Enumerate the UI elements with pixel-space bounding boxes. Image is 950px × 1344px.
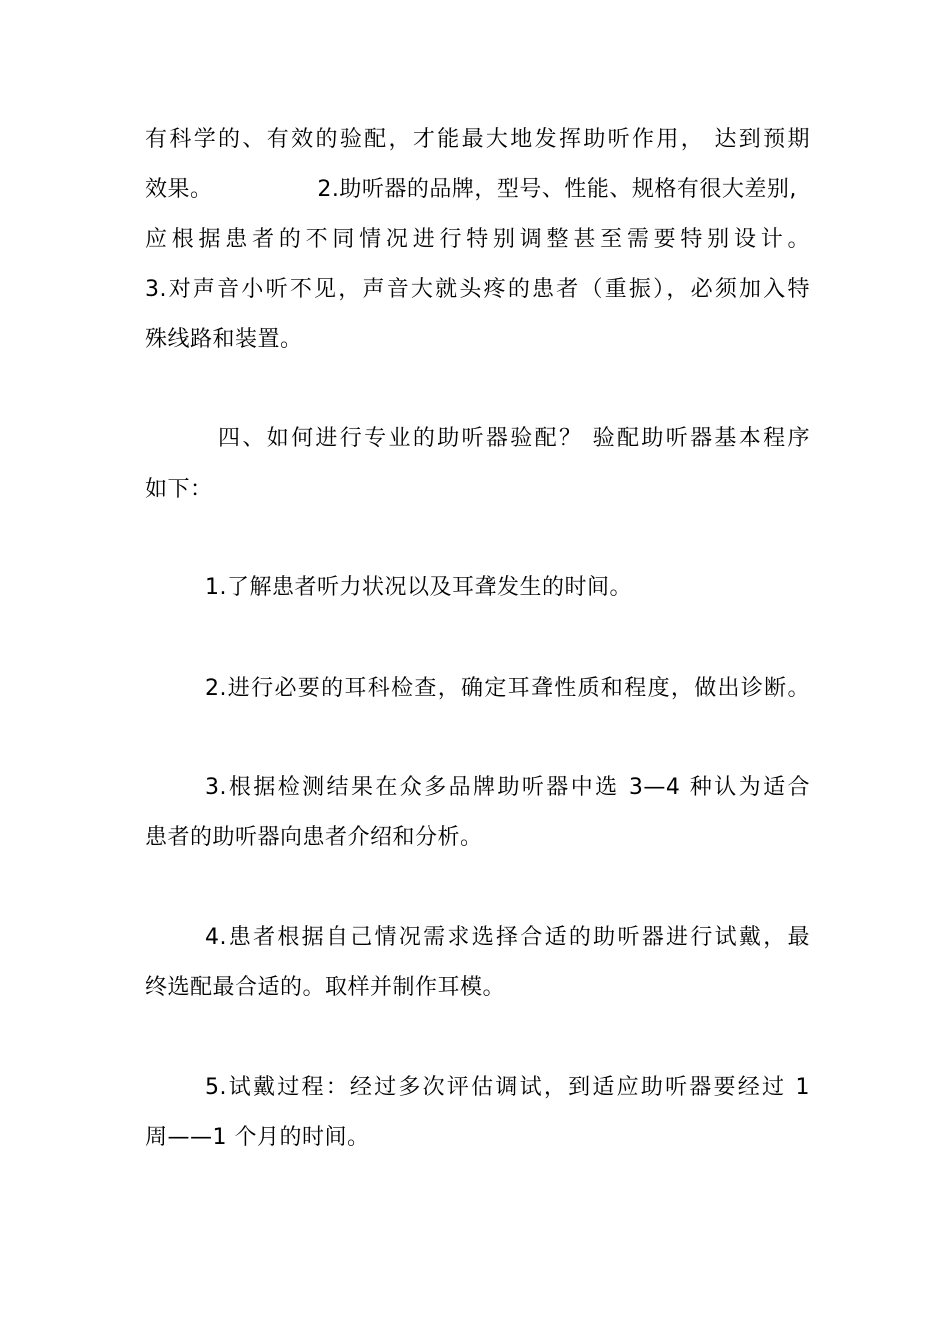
paragraph-1-line-5: 殊线路和装置。 (145, 327, 303, 352)
paragraph-1-line-3: 应根据患者的不同情况进行特别调整甚至需要特别设计。 (145, 227, 810, 252)
step-4-line-1: 4.患者根据自己情况需求选择合适的助听器进行试戴，最 (205, 925, 810, 950)
paragraph-1-line-1: 有科学的、有效的验配，才能最大地发挥助听作用， 达到预期 (145, 127, 810, 152)
step-3-line-2: 患者的助听器向患者介绍和分析。 (145, 825, 483, 850)
section-4-heading-line-2: 如下： (145, 477, 213, 502)
step-4-line-2: 终选配最合适的。取样并制作耳模。 (145, 975, 506, 1000)
step-5-line-2: 周——1 个月的时间。 (145, 1125, 370, 1150)
step-2-line-1: 2.进行必要的耳科检查，确定耳聋性质和程度，做出诊断。 (205, 676, 810, 701)
paragraph-1-line-4: 3.对声音小听不见，声音大就头疼的患者（重振），必须加入特 (145, 277, 810, 302)
step-5-line-1: 5.试戴过程：经过多次评估调试，到适应助听器要经过 1 (205, 1075, 810, 1100)
step-3-line-1: 3.根据检测结果在众多品牌助听器中选 3—4 种认为适合 (205, 775, 810, 800)
paragraph-1-line-2: 效果。 2.助听器的品牌，型号、性能、规格有很大差别, (145, 177, 797, 202)
step-1-line-1: 1.了解患者听力状况以及耳聋发生的时间。 (205, 575, 632, 600)
section-4-heading-line-1: 四、如何进行专业的助听器验配？ 验配助听器基本程序 (218, 426, 810, 451)
